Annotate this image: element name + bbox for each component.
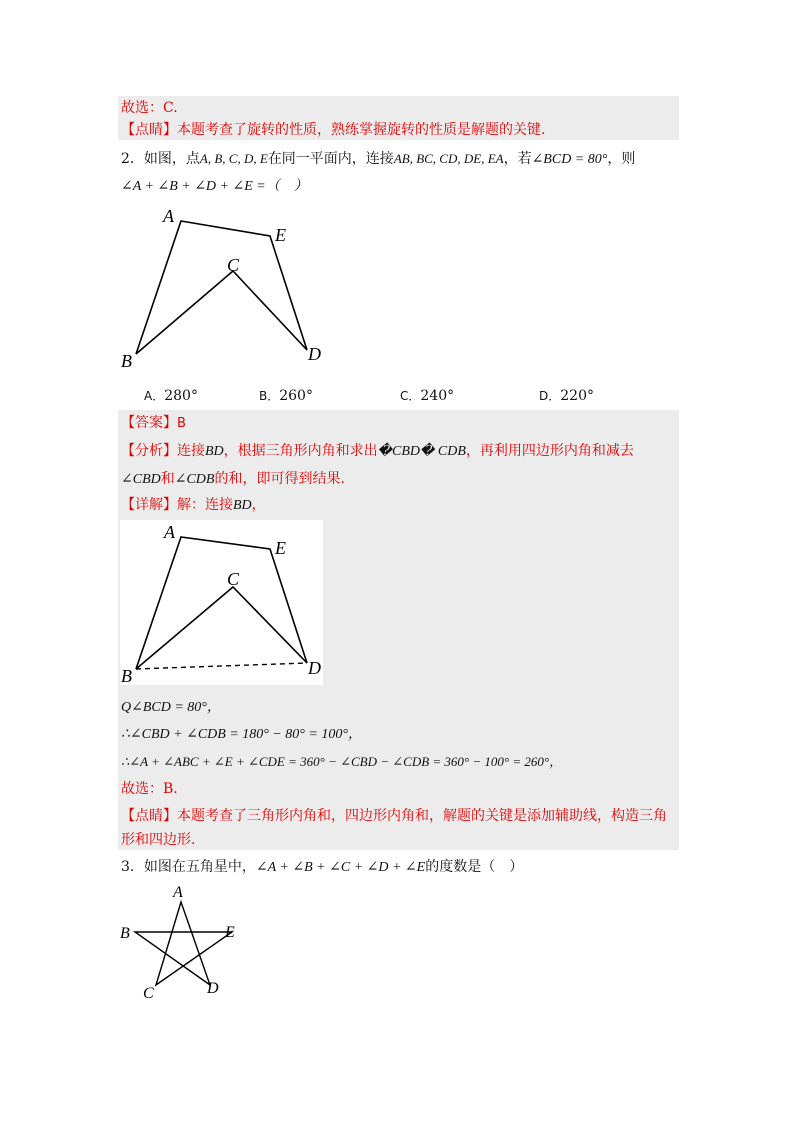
q2-comment-line1: 【点睛】本题考查了三角形内角和，四边形内角和，解题的关键是添加辅助线，构造三角 — [121, 808, 667, 824]
q2-points: A, B, C, D, E — [199, 151, 268, 166]
q3-label-c: C — [143, 985, 154, 1002]
q3-label-b: B — [120, 925, 130, 942]
q2-stem-line2: ∠A + ∠B + ∠D + ∠E =（ ） — [121, 179, 308, 194]
q2-detail: 【详解】解：连接BD， — [121, 497, 266, 513]
q2-label-e: E — [275, 225, 286, 245]
previous-comment — [121, 120, 545, 140]
q2-sol-label-d: D — [308, 658, 321, 678]
q2-sol-label-a: A — [164, 522, 175, 542]
q2-label-b: B — [121, 351, 132, 371]
q2-sol-label-e: E — [275, 538, 286, 558]
q3-star-outline — [135, 902, 232, 985]
comment-tag: 【点睛】 — [121, 122, 177, 138]
q2-step3: ∴∠A + ∠ABC + ∠E + ∠CDE = 360° − ∠CBD − ∠CDB = 360° − 100° = 260°， — [121, 754, 563, 769]
q2-segments: AB, BC, CD, DE, EA — [393, 151, 504, 166]
q2-step1: Q∠BCD = 80°， — [121, 700, 221, 715]
q2-option-d[interactable]: D．220° — [539, 388, 594, 404]
q3-number: 3． — [121, 859, 144, 875]
q2-option-c[interactable]: C．240° — [400, 388, 455, 404]
q2-analysis-line2: ∠CBD和∠CDB的和，即可得到结果. — [121, 471, 345, 487]
q2-number: 2． — [121, 151, 144, 167]
q2-auxiliary-line-bd — [136, 663, 307, 669]
q2-stem-line1: 2．如图，点A, B, C, D, E在同一平面内，连接AB, BC, CD, DE, EA，若∠BCD = 80°，则 — [121, 151, 636, 167]
q2-step2: ∴∠CBD + ∠CDB = 180° − 80° = 100°， — [121, 727, 362, 742]
q2-answer: 【答案】B — [121, 415, 186, 431]
q2-label-d: D — [308, 344, 321, 364]
q2-conclusion: 故选：B. — [121, 781, 178, 797]
q2-condition: ∠BCD = 80° — [531, 152, 608, 167]
q2-analysis-line1: 【分析】连接BD，根据三角形内角和求出�CBD� CDB，再利用四边形内角和减去 — [121, 443, 634, 459]
previous-answer-line: 故选：C. — [121, 100, 178, 116]
q2-comment-line2: 形和四边形. — [121, 832, 196, 848]
q2-solution-figure — [110, 516, 340, 688]
q2-option-b[interactable]: B．260° — [259, 388, 313, 404]
q3-label-d: D — [207, 980, 219, 997]
q3-label-e: E — [225, 924, 235, 941]
q3-label-a: A — [173, 884, 183, 901]
q2-label-a: A — [163, 206, 174, 226]
q2-sol-label-b: B — [121, 666, 132, 686]
q2-figure — [110, 200, 340, 375]
q3-stem: 3．如图在五角星中，∠A + ∠B + ∠C + ∠D + ∠E的度数是（ ） — [121, 859, 524, 875]
q2-option-a[interactable]: A．280° — [144, 388, 198, 404]
comment-text: 本题考查了旋转的性质，熟练掌握旋转的性质是解题的关键. — [177, 122, 546, 138]
q2-label-c: C — [227, 255, 240, 275]
q2-sol-label-c: C — [227, 569, 240, 589]
q3-star-figure — [115, 880, 250, 1005]
